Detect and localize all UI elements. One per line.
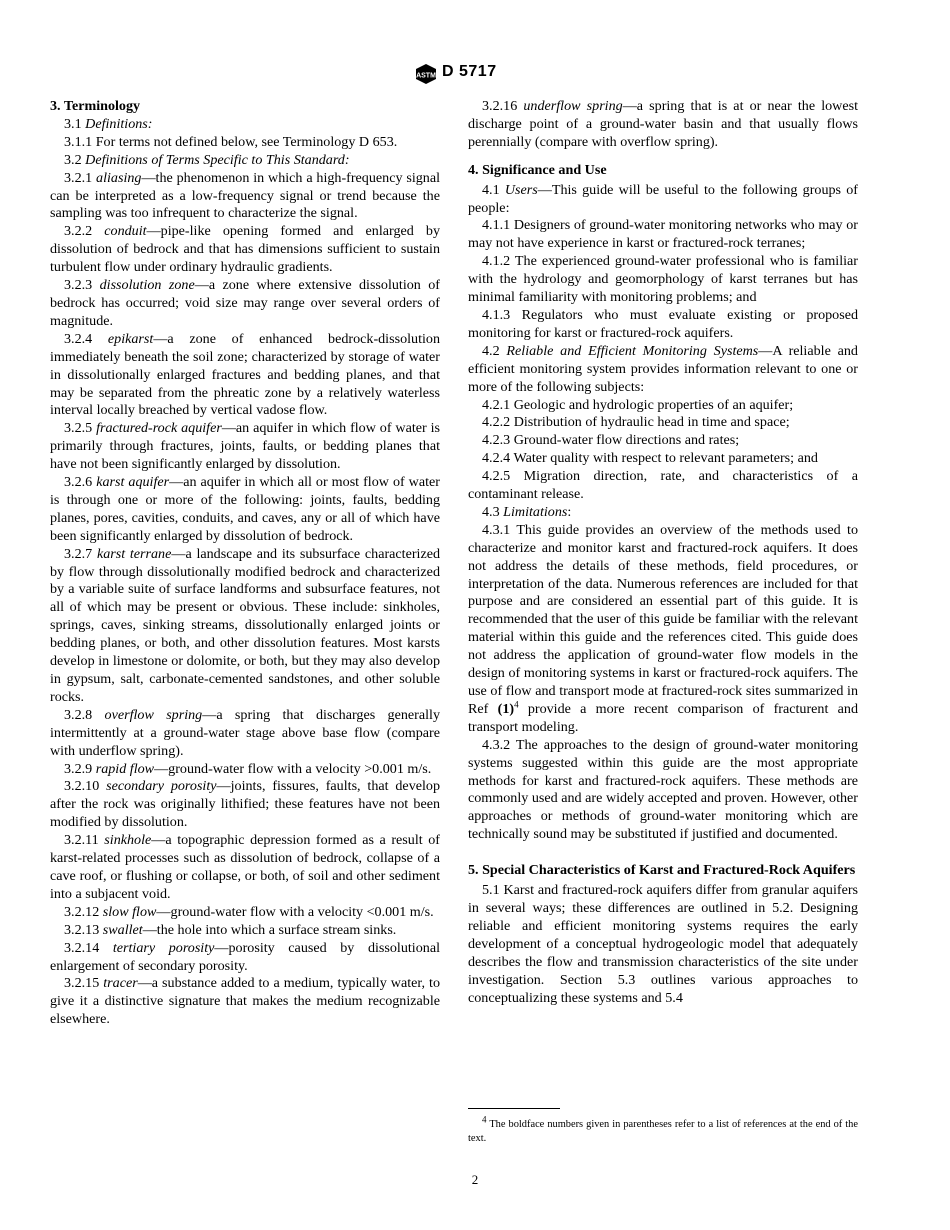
paragraph-colon: : — [567, 503, 572, 520]
paragraph-4-1-1: 4.1.1 Designers of ground-water monitoring networks who may or may not have experience in karst or fractured-rock terranes; — [468, 217, 858, 252]
astm-logo-icon — [414, 63, 438, 85]
definition-text: —an aquifer in which all or most flow of water is through one or more of the following: joints, faults, bedding planes, pores, cavities, conduits, and caves, any or all of which have been significantly enlarged by dissolution of bedrock. — [50, 474, 440, 544]
definition-text: —ground-water flow with a velocity >0.001 m/s. — [154, 760, 432, 777]
reference-number: (1) — [497, 700, 515, 717]
definition-item — [50, 223, 440, 277]
paragraph-4-2-3: 4.2.3 Ground-water flow directions and rates; — [482, 432, 740, 449]
definition-item — [50, 707, 440, 761]
definition-item — [50, 420, 440, 474]
paragraph-4-1-2: 4.1.2 The experienced ground-water professional who is familiar with the hydrology and geomorphology of karst terranes but has minimal familiarity with monitoring problems; and — [468, 253, 858, 306]
definition-number: 3.2.15 — [64, 975, 100, 992]
definition-item — [50, 940, 440, 976]
paragraph-4-1 — [468, 182, 858, 218]
definition-text: —a spring that is at or near the lowest discharge point of a ground-water basin and that usually flows perennially (compare with overflow spring). — [468, 98, 858, 150]
definition-number: 3.2.13 — [64, 921, 100, 938]
paragraph-number: 4.3 — [482, 503, 500, 520]
paragraph-4-3-1 — [468, 522, 858, 737]
definition-term: karst aquifer — [96, 474, 170, 491]
paragraph-title: Definitions of Terms Specific to This Standard: — [85, 151, 350, 168]
paragraph-4-2-4: 4.2.4 Water quality with respect to relevant parameters; and — [482, 450, 818, 467]
definition-3-2-16 — [468, 98, 858, 152]
paragraph-title: Definitions: — [85, 115, 153, 132]
definition-text: —a zone where extensive dissolution of bedrock has occurred; void size may range over several orders of magnitude. — [50, 277, 440, 329]
footnote-divider — [468, 1108, 560, 1109]
definition-text: —the hole into which a surface stream sinks. — [142, 921, 397, 938]
paragraph-3-1 — [50, 116, 440, 134]
definition-text: —a zone of enhanced bedrock-dissolution immediately beneath the soil zone; characterized by storage of water in dissolutionally enlarged fractures and bedding planes, and that may be separated from the phreatic zone by a relatively waterless interval locally breached by vertical vadose flow. — [50, 330, 440, 419]
definition-number: 3.2.10 — [64, 778, 100, 795]
definition-item — [50, 761, 440, 779]
definition-term: conduit — [104, 223, 147, 240]
definition-number: 3.2.8 — [64, 706, 93, 723]
definition-number: 3.2.5 — [64, 420, 93, 437]
paragraph-4-3 — [468, 504, 858, 522]
footnote-mark: 4 — [482, 1114, 487, 1125]
definition-term: underflow spring — [523, 98, 623, 114]
footnote-marker: 4 — [514, 699, 519, 710]
definition-text: —an aquifer in which flow of water is primarily through fractures, joints, faults, or bedding planes that have not been significantly enlarged by dissolution. — [50, 420, 440, 473]
page-number: 2 — [471, 1172, 479, 1187]
paragraph-number: 4.2 — [482, 342, 500, 359]
definition-item — [50, 975, 440, 1029]
paragraph-3-2 — [50, 152, 440, 170]
definition-term: karst terrane — [96, 545, 172, 562]
definition-text: —joints, fissures, faults, that develop after the rock was originally lithified; these features have not been modified by dissolution. — [50, 778, 441, 831]
section-4-heading: 4. Significance and Use — [468, 161, 607, 178]
definition-term: tracer — [103, 975, 138, 992]
paragraph-term: Reliable and Efficient Monitoring Systems — [506, 342, 759, 359]
svg-text:ASTM: ASTM — [416, 72, 436, 80]
section-5-heading: 5. Special Characteristics of Karst and Fractured-Rock Aquifers — [468, 862, 856, 879]
definition-item — [50, 904, 440, 922]
right-column — [468, 98, 858, 1007]
paragraph-4-2-5: 4.2.5 Migration direction, rate, and characteristics of a contaminant release. — [468, 468, 858, 503]
definition-number: 3.2.11 — [64, 832, 99, 849]
definition-term: overflow spring — [104, 706, 203, 723]
definitions-list — [50, 170, 440, 1030]
definition-number: 3.2.12 — [64, 903, 100, 920]
section-3-heading: 3. Terminology — [50, 98, 141, 114]
paragraph-5-1: 5.1 Karst and fractured-rock aquifers differ from granular aquifers in several ways; these differences are outlined in 5.2. Designing reliable and efficient monitoring systems requires the early development of a conceptual hydrogeologic model that adequately describes the flow and transmission characteristics of the site under investigation. Section 5.3 outlines various approaches to conceptualizing these systems and 5.4 — [468, 882, 858, 1006]
definition-number: 3.2.6 — [64, 474, 93, 491]
definition-term: epikarst — [107, 330, 154, 347]
footnote-text: The boldface numbers given in parentheses refer to a list of references at the end of the text. — [468, 1119, 858, 1144]
page-header — [0, 62, 950, 88]
definition-number: 3.2.16 — [482, 98, 518, 114]
definition-item — [50, 546, 440, 707]
paragraph-number: 3.2 — [64, 151, 82, 168]
paragraph-text: —This guide will be useful to the following groups of people: — [468, 181, 858, 216]
definition-number: 3.2.7 — [64, 545, 93, 562]
paragraph-4-1-3: 4.1.3 Regulators who must evaluate existing or proposed monitoring for karst or fractured-rock aquifers. — [468, 306, 858, 341]
paragraph-number: 4.1 — [482, 181, 500, 198]
definition-term: sinkhole — [104, 832, 152, 849]
definition-item — [50, 331, 440, 421]
paragraph-4-2-2: 4.2.2 Distribution of hydraulic head in time and space; — [482, 414, 790, 431]
definition-text: —a landscape and its subsurface characterized by flow through dissolutionally modified bedrock and characterized by a variable suite of surface landforms and subsurface features, not all of which may be present or obvious. These include: sinkholes, springs, caves, sinking streams, dissolutionally enlarged joints or bedding planes, or both, and other dissolution features. Most karsts develop in limestone or dolomite, or both, but they may also develop in gypsum, salt, carbonate-cemented sandstones, and other soluble rocks. — [50, 545, 440, 705]
definition-number: 3.2.3 — [64, 277, 93, 294]
paragraph-text-part-b: provide a more recent comparison of fracturent and transport modeling. — [468, 700, 858, 735]
paragraph-4-3-2: 4.3.2 The approaches to the design of ground-water monitoring systems suggested within this guide are the most appropriate methods for karst and fractured-rock aquifers. These methods are commonly used and are widely accepted and proven. However, other approaches or methods of ground-water monitoring which are technically sound may be substituted if justified and documented. — [468, 736, 858, 843]
paragraph-text: —A reliable and efficient monitoring system provides information relevant to one or more of the following subjects: — [468, 342, 858, 395]
definition-term: fractured-rock aquifer — [96, 420, 222, 437]
paragraph-3-1-1: 3.1.1 For terms not defined below, see Terminology D 653. — [64, 133, 398, 150]
paragraph-term: Users — [504, 181, 538, 198]
paragraph-number: 3.1 — [64, 115, 82, 132]
definition-item — [50, 474, 440, 546]
definition-text: —porosity caused by dissolutional enlargement of secondary porosity. — [50, 939, 440, 974]
definition-text: —ground-water flow with a velocity <0.001 m/s. — [156, 903, 434, 920]
paragraph-term: Limitations — [503, 503, 568, 520]
definition-item — [50, 277, 440, 331]
definition-term: dissolution zone — [99, 277, 195, 294]
footnote — [468, 1114, 858, 1145]
definition-term: secondary porosity — [106, 778, 217, 795]
definition-text: —pipe-like opening formed and enlarged by dissolution of bedrock and that has dimensions sufficient to sustain turbulent flow under ordinary hydraulic gradients. — [50, 223, 440, 276]
definition-item — [50, 922, 440, 940]
definition-number: 3.2.2 — [64, 223, 93, 240]
definition-number: 3.2.4 — [64, 330, 93, 347]
definition-number: 3.2.14 — [64, 939, 100, 956]
definition-text: —a spring that discharges generally intermittently at a ground-water stage above base flow (compare with underflow spring). — [50, 706, 440, 759]
definition-term: swallet — [102, 921, 143, 938]
definition-text: —a topographic depression formed as a result of karst-related processes such as dissolution of bedrock, collapse of a cave roof, or flushing or collapse, or both, of soil and other sediment into a subjacent void. — [50, 832, 440, 902]
definition-term: tertiary porosity — [112, 939, 215, 956]
definition-text: —the phenomenon in which a high-frequency signal can be interpreted as a low-frequency signal or trend because the sampling was too infrequent to characterize the signal. — [50, 169, 440, 222]
definition-number: 3.2.1 — [64, 169, 93, 186]
definition-term: rapid flow — [95, 760, 155, 777]
definition-term: aliasing — [96, 169, 142, 186]
definition-number: 3.2.9 — [64, 760, 93, 777]
standard-designation: D 5717 — [442, 63, 497, 80]
paragraph-text-part-a: 4.3.1 This guide provides an overview of the methods used to characterize and monitor karst and fractured-rock aquifers. It does not address the details of these methods, field procedures, or interpretation of the data. Numerous references are included for that purpose and are considered an essential part of this guide. It is recommended that the user of this guide be familiar with the relevant material within this guide and the references cited. This guide does not address the application of ground-water flow models in the design of monitoring systems in karst or fractured-rock aquifers. The use of flow and transport mode at fractured-rock sites summarized in Ref — [468, 521, 858, 717]
definition-term: slow flow — [102, 903, 157, 920]
paragraph-4-2-1: 4.2.1 Geologic and hydrologic properties of an aquifer; — [482, 396, 794, 413]
definition-text: —a substance added to a medium, typically water, to give it a distinctive signature that makes the medium recognizable elsewhere. — [50, 975, 440, 1028]
left-column — [50, 98, 440, 1029]
definition-item — [50, 170, 440, 224]
definition-item — [50, 832, 440, 904]
definition-item — [50, 778, 440, 832]
paragraph-4-2 — [468, 343, 858, 397]
